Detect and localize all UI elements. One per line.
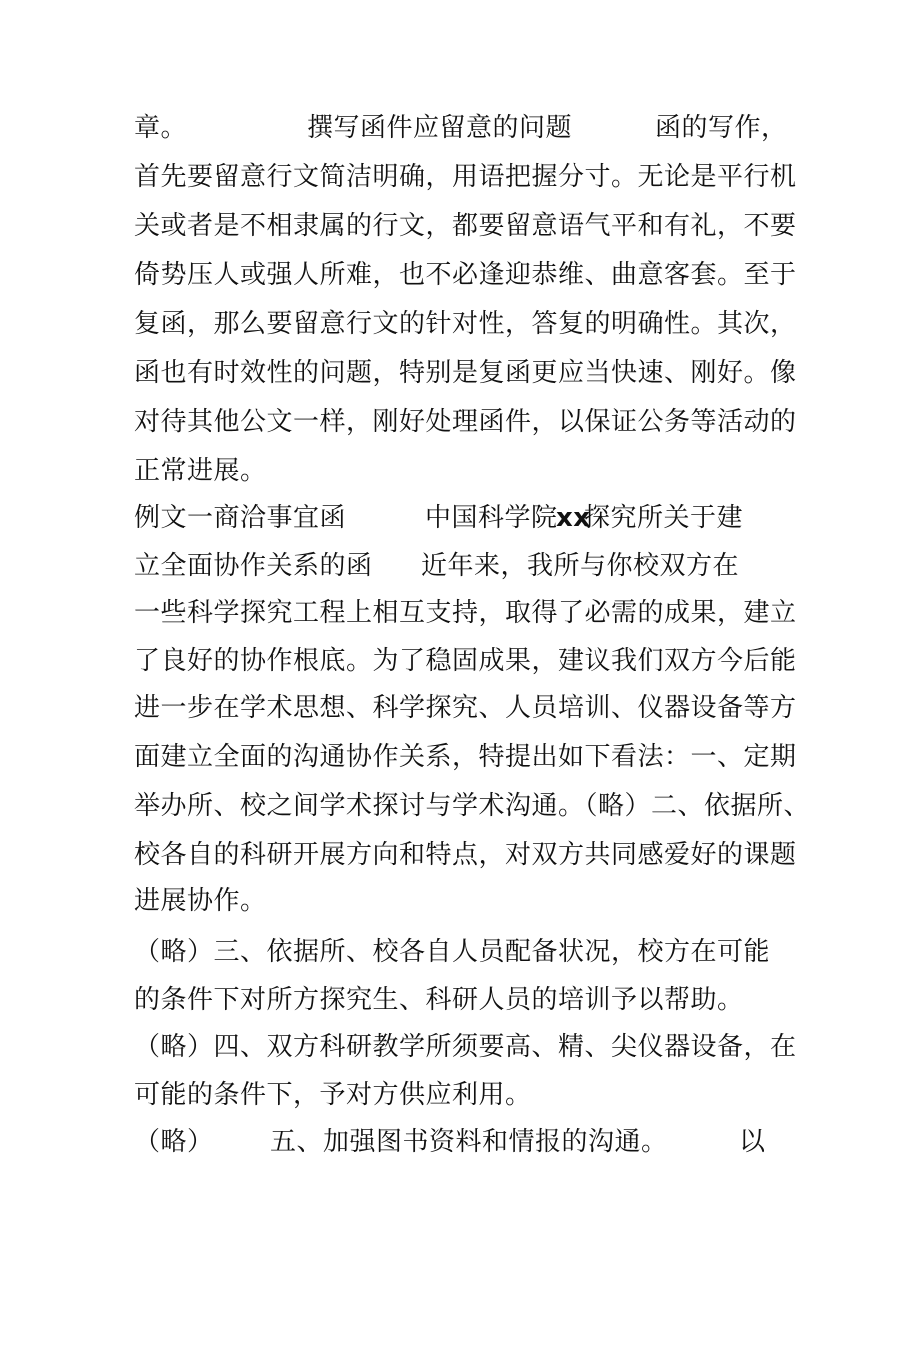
text-segment: 首先要留意行文简洁明确，用语把握分寸。无论是平行机: [134, 162, 797, 192]
text-line-19: [0, 976, 744, 1024]
text-segment: （略）: [134, 1127, 214, 1157]
text-segment: 的条件下对所方探究生、科研人员的培训予以帮助。: [134, 985, 744, 1015]
text-line-7: [0, 398, 797, 446]
text-line-2: [0, 153, 797, 201]
text-segment: 函的写作，: [655, 113, 788, 143]
text-segment: 探究所关于建: [584, 503, 744, 533]
example-title: 例文一商洽事宜函: [134, 503, 347, 533]
text-line-21: [0, 1071, 532, 1119]
text-segment: 举办所、校之间学术探讨与学术沟通。（略）二、依据所、: [134, 791, 811, 821]
text-segment: 面建立全面的沟通协作关系，特提出如下看法：一、定期: [134, 742, 797, 772]
text-segment: 中国科学院: [425, 503, 558, 533]
text-segment: 近年来，我所与你校双方在: [421, 551, 740, 581]
text-line-22: [0, 1118, 766, 1166]
text-line-11: [0, 589, 797, 637]
text-segment: 函也有时效性的问题，特别是复函更应当快速、刚好。像: [134, 358, 797, 388]
text-line-17: [0, 877, 267, 925]
text-segment: 对待其他公文一样，刚好处理函件，以保证公务等活动的: [134, 407, 797, 437]
text-segment: （略）三、依据所、校各自人员配备状况，校方在可能: [134, 937, 771, 967]
text-line-3: [0, 202, 797, 250]
text-line-9: [0, 494, 744, 542]
text-line-18: [0, 928, 771, 976]
text-line-1: [0, 104, 788, 152]
text-segment: 倚势压人或强人所难，也不必逢迎恭维、曲意客套。至于: [134, 260, 797, 290]
text-line-14: [0, 733, 797, 781]
text-line-10: [0, 542, 740, 590]
text-segment: 一些科学探究工程上相互支持，取得了必需的成果，建立: [134, 598, 797, 628]
text-segment: 复函，那么要留意行文的针对性，答复的明确性。其次，: [134, 309, 797, 339]
placeholder-xx: xx: [556, 503, 591, 533]
text-line-16: [0, 831, 797, 879]
text-segment: 关或者是不相隶属的行文，都要留意语气平和有礼，不要: [134, 211, 797, 241]
text-line-12: [0, 637, 797, 685]
text-line-5: [0, 300, 797, 348]
text-line-4: [0, 251, 797, 299]
text-segment: 进展协作。: [134, 886, 267, 916]
text-line-15: [0, 782, 811, 830]
text-line-20: [0, 1023, 797, 1071]
text-segment: 五、加强图书资料和情报的沟通。: [270, 1127, 668, 1157]
text-segment: 进一步在学术思想、科学探究、人员培训、仪器设备等方: [134, 693, 797, 723]
text-segment: 了良好的协作根底。为了稳固成果，建议我们双方今后能: [134, 646, 797, 676]
text-segment: 正常进展。: [134, 456, 267, 486]
section-heading: 撰写函件应留意的问题: [307, 113, 573, 143]
text-line-13: [0, 684, 797, 732]
text-segment: 可能的条件下，予对方供应利用。: [134, 1080, 532, 1110]
text-line-8: [0, 447, 267, 495]
text-segment: 立全面协作关系的函: [134, 551, 373, 581]
text-segment: （略）四、双方科研教学所须要高、精、尖仪器设备，在: [134, 1032, 797, 1062]
text-segment: 校各自的科研开展方向和特点，对双方共同感爱好的课题: [134, 840, 797, 870]
text-segment: 以: [739, 1127, 766, 1157]
text-line-6: [0, 349, 797, 397]
text-segment: 章。: [134, 113, 188, 143]
